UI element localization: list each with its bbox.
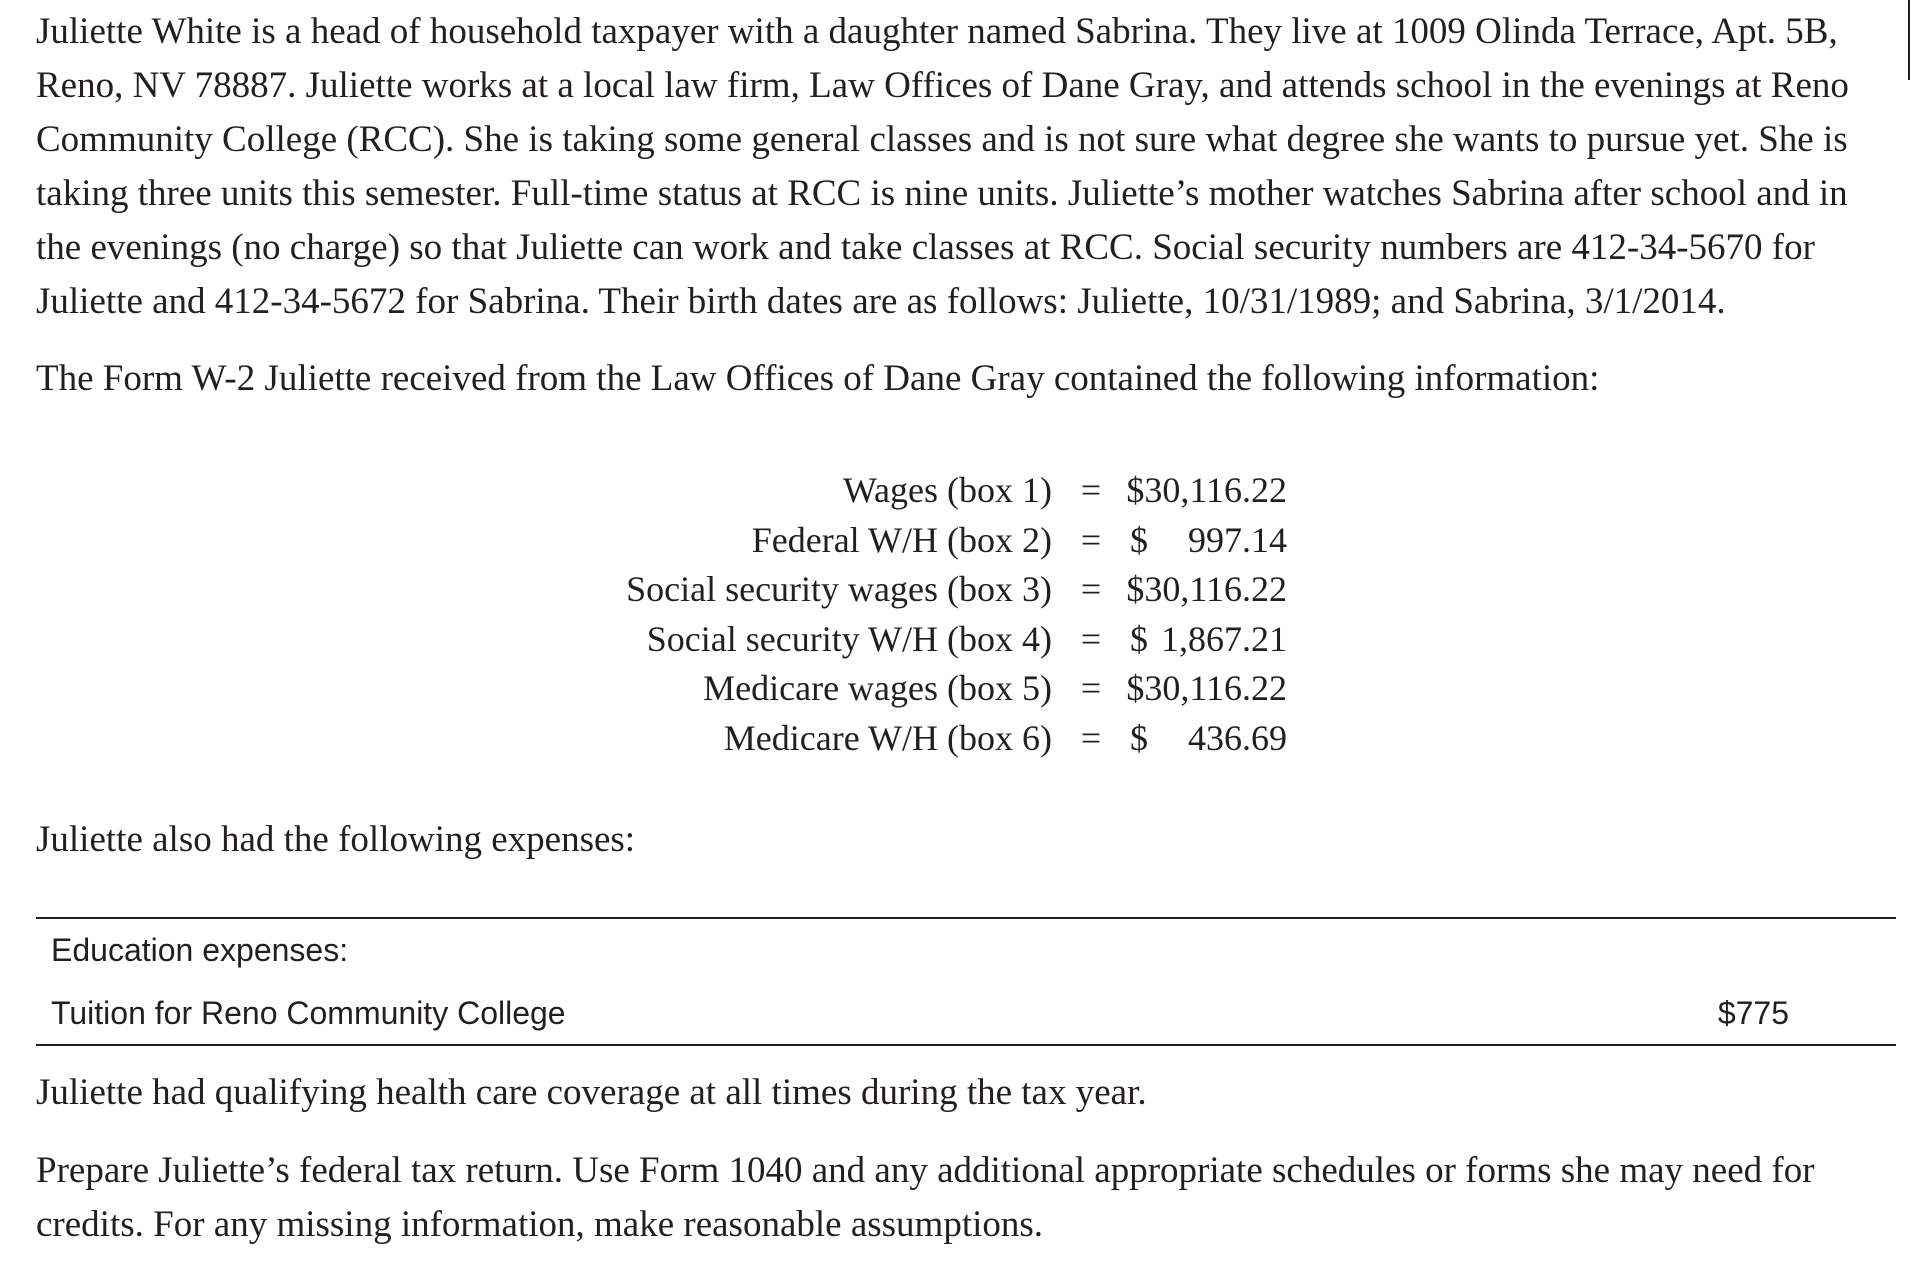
w2-equals: = xyxy=(1080,717,1102,758)
w2-dollar-sign: $ xyxy=(1130,717,1148,758)
w2-amount: 436.69 xyxy=(1188,717,1287,758)
w2-amount: 997.14 xyxy=(1188,519,1287,560)
expenses-heading: Education expenses: xyxy=(51,932,349,968)
coverage-paragraph: Juliette had qualifying health care coverage at all times during the tax year. xyxy=(36,1072,1147,1113)
w2-value xyxy=(1126,466,1287,516)
expense-item-label: Tuition for Reno Community College xyxy=(51,995,566,1031)
w2-row xyxy=(600,466,1287,516)
expense-item-amount: $775 xyxy=(1717,995,1789,1031)
w2-label: Federal W/H (box 2) xyxy=(751,519,1052,560)
w2-equals: = xyxy=(1080,668,1102,708)
w2-equals: = xyxy=(1080,470,1102,510)
w2-value xyxy=(1130,516,1287,566)
w2-row xyxy=(600,714,1287,764)
w2-equals: = xyxy=(1080,569,1102,609)
w2-value xyxy=(1126,664,1287,714)
w2-dollar-sign: $ xyxy=(1130,618,1148,659)
w2-row xyxy=(600,516,1287,566)
expenses-table-top-rule xyxy=(36,917,1896,919)
w2-dollar-sign: $ xyxy=(1130,519,1148,560)
w2-label: Social security W/H (box 4) xyxy=(646,618,1052,659)
w2-amount: $30,116.22 xyxy=(1126,569,1287,609)
w2-value xyxy=(1130,714,1287,764)
w2-row xyxy=(600,664,1287,714)
expenses-table-bottom-rule xyxy=(36,1044,1896,1046)
w2-value xyxy=(1130,615,1287,665)
w2-value xyxy=(1126,565,1287,615)
page-edge-divider xyxy=(1908,0,1910,80)
w2-amount: 1,867.21 xyxy=(1161,618,1287,659)
w2-amount: $30,116.22 xyxy=(1126,470,1287,510)
w2-label: Medicare W/H (box 6) xyxy=(723,717,1052,758)
w2-intro-text: The Form W-2 Juliette received from the Law Offices of Dane Gray contained the following information: xyxy=(36,358,1600,399)
w2-label: Social security wages (box 3) xyxy=(626,569,1052,609)
w2-row xyxy=(600,615,1287,665)
w2-row xyxy=(600,565,1287,615)
w2-amount: $30,116.22 xyxy=(1126,668,1287,708)
intro-paragraph: Juliette White is a head of household taxpayer with a daughter named Sabrina. They live at 1009 Olinda Terrace, Apt. 5B, Reno, NV 78887. Juliette works at a local law firm, Law Offices of Dane Gray, and attends school in the evenings at Reno Community College (RCC). She is taking some general classes and is not sure what degree she wants to pursue yet. She is taking three units this semester. Full-time status at RCC is nine units. Juliette’s mother watches Sabrina after school and in the evenings (no charge) so that Juliette can work and take classes at RCC. Social security numbers are 412-34-5670 for Juliette and 412-34-5672 for Sabrina. Their birth dates are as follows: Juliette, 10/31/1989; and Sabrina, 3/1/2014. xyxy=(36,11,1849,322)
w2-label: Wages (box 1) xyxy=(842,470,1052,510)
w2-label: Medicare wages (box 5) xyxy=(703,668,1052,708)
w2-equals: = xyxy=(1080,618,1102,659)
w2-info-table xyxy=(600,466,1287,763)
expenses-intro-text: Juliette also had the following expenses: xyxy=(36,819,636,860)
instructions-paragraph: Prepare Juliette’s federal tax return. Use Form 1040 and any additional appropriate schedules or forms she may need for credits. For any missing information, make reasonable assumptions. xyxy=(36,1150,1815,1245)
w2-equals: = xyxy=(1080,519,1102,560)
